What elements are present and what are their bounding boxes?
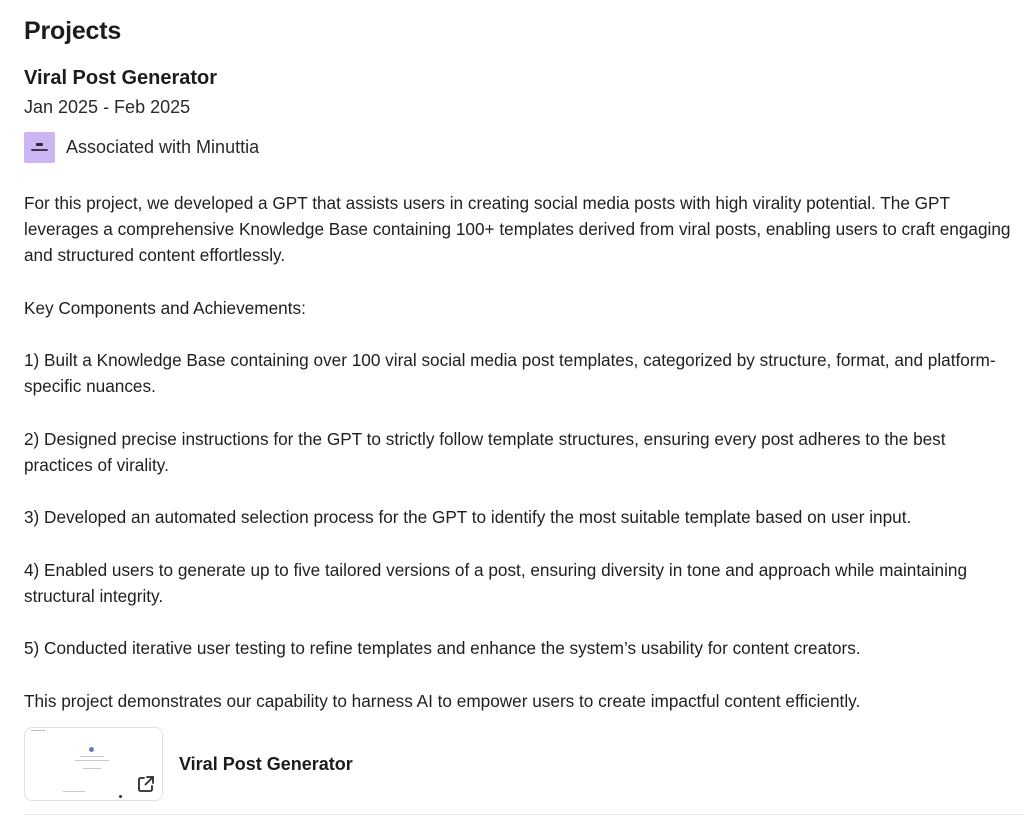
external-link-icon[interactable] bbox=[136, 774, 156, 794]
association-row[interactable] bbox=[24, 132, 259, 163]
description-paragraph: 3) Developed an automated selection process for the GPT to identify the most suitable template based on user input. bbox=[24, 507, 912, 528]
description-paragraph: 5) Conducted iterative user testing to refine templates and enhance the system’s usability for content creators. bbox=[24, 638, 861, 659]
description-paragraph: For this project, we developed a GPT that assists users in creating social media posts with high virality potential. The GPT leverages a comprehensive Knowledge Base containing 100+ templates derived from viral posts, enabling users to craft engaging and structured content effortlessly. bbox=[24, 193, 1011, 266]
association-label: Associated with Minuttia bbox=[66, 137, 260, 157]
description-paragraph: This project demonstrates our capability to harness AI to empower users to create impactful content efficiently. bbox=[24, 690, 861, 711]
description-paragraph: 4) Enabled users to generate up to five tailored versions of a post, ensuring diversity in tone and approach while maintaining structural integrity. bbox=[24, 559, 968, 606]
project-date-range: Jan 2025 - Feb 2025 bbox=[24, 97, 191, 117]
project-title: Viral Post Generator bbox=[24, 67, 218, 89]
project-description bbox=[24, 190, 1014, 740]
description-paragraph: 2) Designed precise instructions for the GPT to strictly follow template structures, ensuring every post adheres to the best practices of virality. bbox=[24, 428, 946, 475]
minuttia-logo-icon[interactable] bbox=[24, 132, 55, 163]
section-divider bbox=[24, 814, 1024, 815]
projects-section bbox=[24, 0, 1014, 821]
description-paragraph: Key Components and Achievements: bbox=[24, 297, 306, 318]
project-media-attachment[interactable] bbox=[24, 727, 353, 801]
media-title[interactable]: Viral Post Generator bbox=[179, 753, 353, 774]
media-thumbnail[interactable] bbox=[24, 727, 163, 801]
description-paragraph: 1) Built a Knowledge Base containing over 100 viral social media post templates, categorized by structure, format, and platform-specific nuances. bbox=[24, 350, 996, 397]
section-title: Projects bbox=[24, 17, 122, 45]
